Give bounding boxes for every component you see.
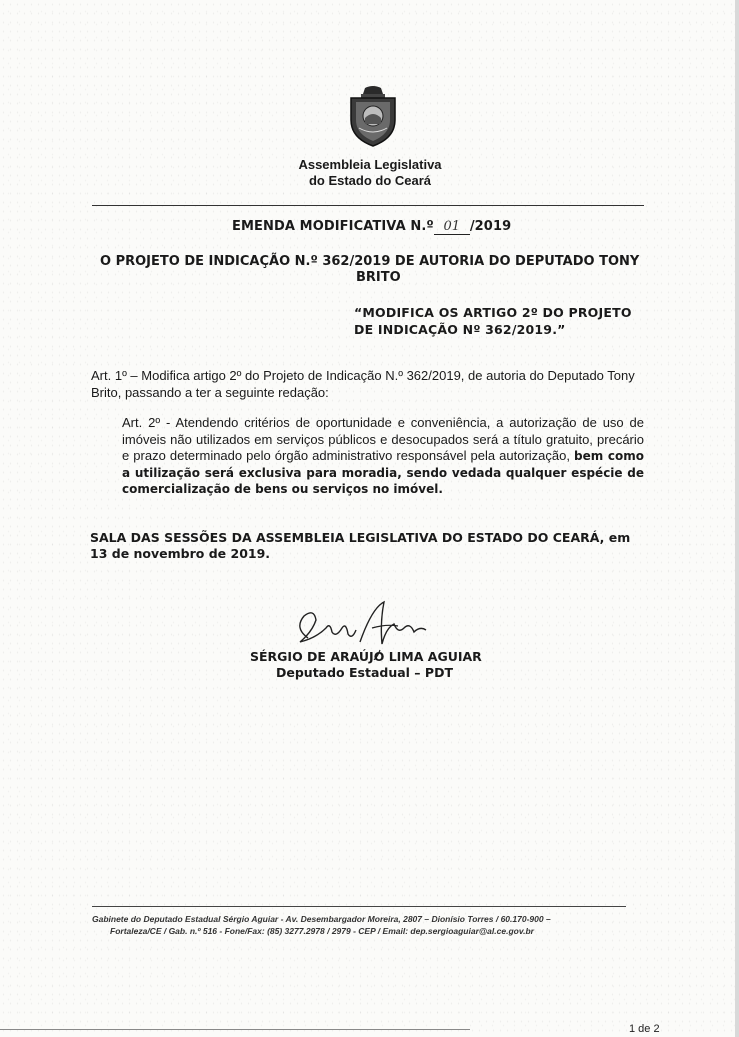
footer-line2: Fortaleza/CE / Gab. n.º 516 - Fone/Fax: (85) 3277.2978 / 2979 - CEP / Email: dep.sergioaguiar@al.ce.gov.br <box>110 926 534 936</box>
ementa-line2: DE INDICAÇÃO Nº 362/2019.” <box>354 322 566 337</box>
project-reference-line1: O PROJETO DE INDICAÇÃO N.º 362/2019 DE AUTORIA DO DEPUTADO TONY <box>100 254 640 269</box>
institution-name-line1: Assembleia Legislativa <box>298 157 442 172</box>
title-prefix: EMENDA MODIFICATIVA N.º <box>232 219 434 234</box>
article-1: Art. 1º – Modifica artigo 2º do Projeto de Indicação N.º 362/2019, de autoria do Deputado Tony Brito, passando a ter a seguinte redação: <box>91 368 635 400</box>
title-suffix: /2019 <box>469 219 512 234</box>
footer-line1: Gabinete do Deputado Estadual Sérgio Aguiar - Av. Desembargador Moreira, 2807 – Dionísio Torres / 60.170-900 – <box>92 914 551 924</box>
closing-statement: SALA DAS SESSÕES DA ASSEMBLEIA LEGISLATIVA DO ESTADO DO CEARÁ, em 13 de novembro de 2019. <box>90 530 631 561</box>
article-2-regular-text: Art. 2º - Atendendo critérios de oportunidade e conveniência, a autorização de uso de imóveis não utilizados em serviços públicos e desocupados será a título gratuito, precário e prazo determinado pelo órgão administrativo responsável pela autorização, <box>122 415 644 463</box>
footer-divider <box>92 906 626 907</box>
scan-edge <box>735 0 739 1037</box>
page-bottom-rule <box>0 1029 470 1030</box>
article-2-bold-text: bem como a utilização será exclusiva para moradia, sendo vedada qualquer espécie de comercialização de bens ou serviços no imóvel. <box>122 449 644 496</box>
ementa <box>354 304 654 338</box>
signatory-name: SÉRGIO DE ARAÚJO LIMA AGUIAR <box>250 649 482 664</box>
footer-address <box>92 913 632 937</box>
institution-name-line2: do Estado do Ceará <box>308 173 432 188</box>
ementa-line1: “MODIFICA OS ARTIGO 2º DO PROJETO <box>354 305 632 320</box>
amendment-number: 01 <box>434 219 470 235</box>
amendment-title <box>232 219 511 235</box>
page-number: 1 de 2 <box>629 1023 660 1035</box>
project-reference-line2: BRITO <box>356 270 401 285</box>
article-2 <box>122 415 644 498</box>
project-reference <box>100 254 650 286</box>
header-divider <box>92 205 644 206</box>
signatory-role: Deputado Estadual – PDT <box>276 665 453 680</box>
state-coat-of-arms-icon <box>345 84 401 148</box>
